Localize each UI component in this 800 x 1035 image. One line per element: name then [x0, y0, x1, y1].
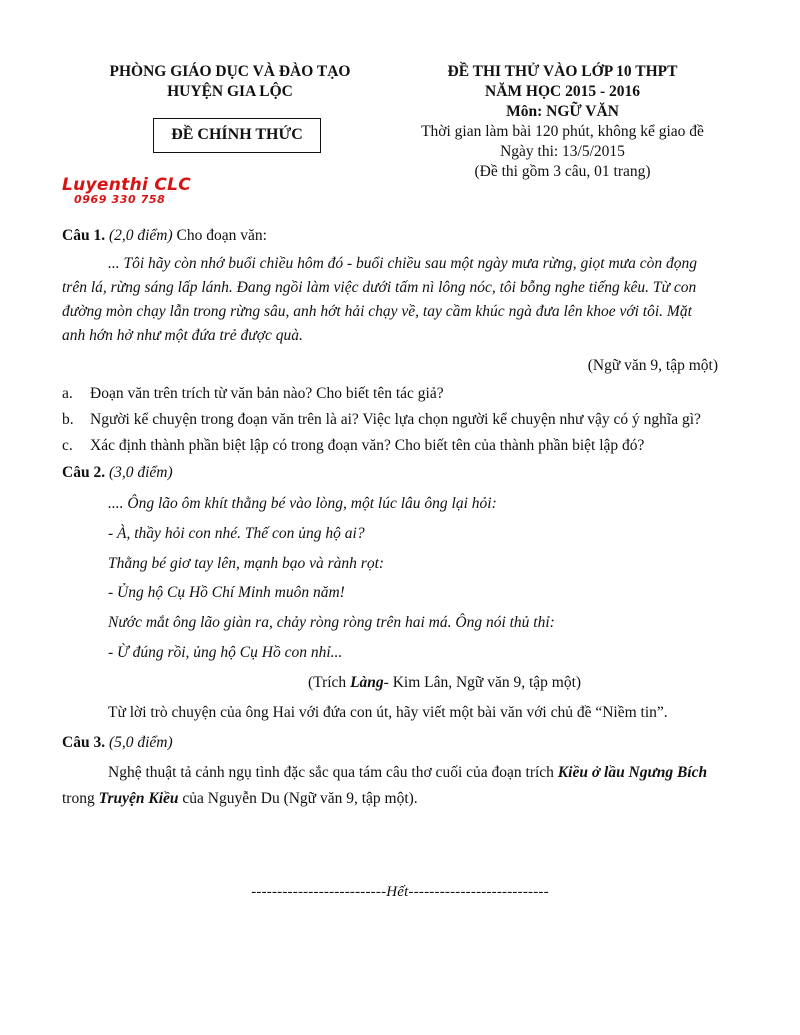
district-name: HUYỆN GIA LỘC	[167, 83, 293, 100]
q2-source-title: Làng	[350, 674, 384, 691]
q3-task-line2	[62, 789, 748, 809]
q2-label: Câu 2.	[62, 464, 106, 481]
q3-points: (5,0 điểm)	[105, 734, 173, 751]
end-dashes-right: ---------------------------	[408, 884, 549, 900]
pages-note: (Đề thi gồm 3 câu, 01 trang)	[474, 163, 651, 180]
exam-date: Ngày thi: 13/5/2015	[500, 143, 625, 160]
q1-points: (2,0 điểm)	[108, 227, 173, 244]
q2-source	[308, 673, 708, 693]
q1-label: Câu 1.	[62, 227, 106, 244]
item-text: Xác định thành phần biệt lập có trong đoạn văn? Cho biết tên của thành phần biệt lập đó?	[90, 437, 645, 454]
q2-points: (3,0 điểm)	[105, 464, 173, 481]
q2-source-suffix: - Kim Lân, Ngữ văn 9, tập một)	[383, 674, 582, 691]
subject: Môn: NGỮ VĂN	[506, 103, 619, 120]
q1-heading	[62, 226, 748, 246]
duration: Thời gian làm bài 120 phút, không kể giao đề	[421, 123, 704, 140]
end-word: Hết	[386, 884, 409, 900]
q2-heading	[62, 463, 748, 483]
q3-work-title: Truyện Kiều	[98, 790, 179, 807]
q2-dialogue-line: - À, thầy hỏi con nhé. Thế con ủng hộ ai?	[108, 525, 365, 542]
q2-source-prefix: (Trích	[308, 674, 351, 691]
header-left	[95, 62, 365, 102]
watermark-logo	[62, 175, 222, 209]
q1-source: (Ngữ văn 9, tập một)	[587, 357, 718, 374]
end-dashes-left: --------------------------	[251, 884, 387, 900]
logo-brand: Luyenthi CLC	[62, 175, 192, 195]
q1-passage-line: ... Tôi hãy còn nhớ buổi chiều hôm đó - buổi chiều sau một ngày mưa rừng, giọt mưa còn đọng	[108, 255, 697, 272]
q3-heading	[62, 733, 748, 753]
item-marker: b.	[62, 411, 74, 428]
header-right	[400, 62, 725, 182]
q1-prompt: Cho đoạn văn:	[172, 227, 267, 244]
exam-title: ĐỀ THI THỬ VÀO LỚP 10 THPT	[447, 63, 678, 80]
q2-dialogue-line: - Ủng hộ Cụ Hồ Chí Minh muôn năm!	[108, 584, 345, 601]
official-exam-label: ĐỀ CHÍNH THỨC	[153, 118, 321, 153]
q3-prefix: trong	[62, 790, 99, 807]
department-name: PHÒNG GIÁO DỤC VÀ ĐÀO TẠO	[109, 63, 351, 80]
school-year: NĂM HỌC 2015 - 2016	[485, 83, 640, 100]
item-text: Đoạn văn trên trích từ văn bản nào? Cho biết tên tác giả?	[90, 385, 444, 402]
q2-dialogue-line: - Ừ đúng rồi, ủng hộ Cụ Hồ con nhỉ...	[108, 644, 343, 661]
q1-passage-line: đường mòn chạy lẫn trong rừng sâu, anh hớt hải chạy về, tay cầm khúc ngà đưa lên khoe với tôi. Mặt	[62, 303, 692, 320]
item-text: Người kể chuyện trong đoạn văn trên là ai? Việc lựa chọn người kể chuyện như vậy có ý nghĩa gì?	[90, 411, 701, 428]
q1-passage-line: trên lá, rừng sáng lấp lánh. Đang ngồi làm việc dưới tấm nì lông nóc, tôi bỗng nghe tiếng kêu. Từ con	[62, 279, 697, 296]
q1-passage-line: anh hớn hở như một đứa trẻ được quà.	[62, 327, 303, 344]
q3-label: Câu 3.	[62, 734, 106, 751]
q3-task-line1	[108, 763, 794, 783]
q3-text: Nghệ thuật tả cảnh ngụ tình đặc sắc qua tám câu thơ cuối của đoạn trích	[108, 764, 558, 781]
q3-excerpt-title: Kiều ở lầu Ngưng Bích	[557, 764, 708, 781]
item-marker: a.	[62, 385, 73, 402]
end-marker	[0, 884, 800, 901]
logo-phone: 0969 330 758	[74, 193, 166, 206]
q2-task: Từ lời trò chuyện của ông Hai với đứa con út, hãy viết một bài văn với chủ đề “Niềm tin”.	[108, 704, 668, 721]
item-marker: c.	[62, 437, 73, 454]
q2-dialogue-line: Nước mắt ông lão giàn ra, chảy ròng ròng trên hai má. Ông nói thủ thỉ:	[108, 614, 555, 631]
q2-dialogue-line: .... Ông lão ôm khít thằng bé vào lòng, một lúc lâu ông lại hỏi:	[108, 495, 497, 512]
q2-dialogue-line: Thằng bé giơ tay lên, mạnh bạo và rành rọt:	[108, 555, 385, 572]
q3-suffix: của Nguyễn Du (Ngữ văn 9, tập một).	[178, 790, 418, 807]
